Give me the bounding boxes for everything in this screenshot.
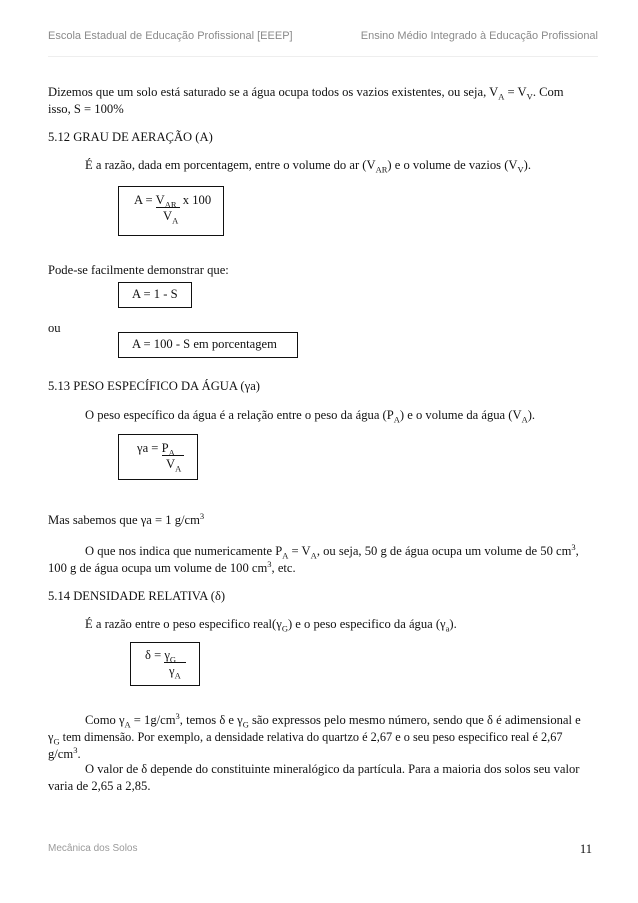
header-course: Ensino Médio Integrado à Educação Profissional [360,30,598,42]
paragraph-numericamente-line2: 100 g de água ocupa um volume de 100 $cm^3$, etc. [48,558,296,575]
paragraph-valor-line1: O valor de δ depende do constituinte mineralógico da partícula. Para a maioria dos solos seu valor [85,762,580,776]
formula-box-peso-agua [118,434,198,480]
formula-denominator: $V_A$ [163,209,179,226]
formula-box-a-1-s [118,282,192,308]
paragraph-densidade: É a razão entre o peso especifico $real(\gamma_G)$ e o peso especifico da água $(\gamma_a)$. [85,617,457,634]
paragraph-numericamente-line1: O que nos indica que numericamente $P_A = V_A$, ou seja, 50 g de água ocupa um volume de 50 $cm^3$, [85,541,579,561]
header-school: Escola Estadual de Educação Profissional [EEEP] [48,30,293,42]
formula-text: A = 100 - S em porcentagem [132,337,277,351]
section-heading-5-14: 5.14 DENSIDADE RELATIVA (δ) [48,589,226,603]
formula-denominator: $\gamma_A$ [169,664,181,681]
paragraph-demonstrar: Pode-se facilmente demonstrar que: [48,263,229,277]
formula-numerator: $\delta = \gamma_G$ [145,648,186,663]
formula-numerator: $\gamma a = P_A$ [137,441,184,456]
formula-box-a-100-s [118,332,298,358]
paragraph-como-line2: $\gamma_G$ tem dimensão. Por exemplo, a densidade relativa do quartzo é 2,67 e o seu peso especifico real é 2,67 [48,730,563,747]
formula-box-densidade [130,642,200,686]
formula-numerator: $A = V_{AR}$ x 100 [134,193,212,210]
paragraph-valor-line2: varia de 2,65 a 2,85. [48,779,151,793]
formula-text: A = 1 - S [132,287,178,301]
formula-box-grau-aeracao [118,186,224,236]
paragraph-aeracao: É a razão, dada em porcentagem, entre o volume do ar $(V_{AR})$ e o volume de vazios $(V_V)$. [85,158,531,175]
paragraph-como-line1: Como $\gamma_A = 1g/cm^3$, temos δ e $\gamma_G$ são expressos pelo mesmo número, sendo que δ é adimensional e [85,710,581,730]
paragraph-mas-sabemos: Mas sabemos que γa = 1 $g/cm^3$ [48,510,205,527]
paragraph-como-line3: $g/cm^3$. [48,744,81,761]
section-heading-5-12: 5.12 GRAU DE AERAÇÃO (A) [48,130,213,144]
paragraph-saturado-line1: Dizemos que um solo está saturado se a água ocupa todos os vazios existentes, ou seja, $V_A = V_V$. Com [48,85,564,102]
header-divider [48,56,598,57]
paragraph-saturado-line2: isso, S = 100% [48,102,124,116]
formula-denominator: $V_A$ [166,457,182,474]
text-ou: ou [48,321,61,335]
page-number: 11 [579,842,592,856]
section-heading-5-13: 5.13 PESO ESPECÍFICO DA ÁGUA (γa) [48,379,260,393]
footer-title: Mecânica dos Solos [48,843,138,854]
paragraph-peso-especifico: O peso específico da água é a relação entre o peso da água $(P_A)$ e o volume da água $(V_A)$. [85,408,536,425]
